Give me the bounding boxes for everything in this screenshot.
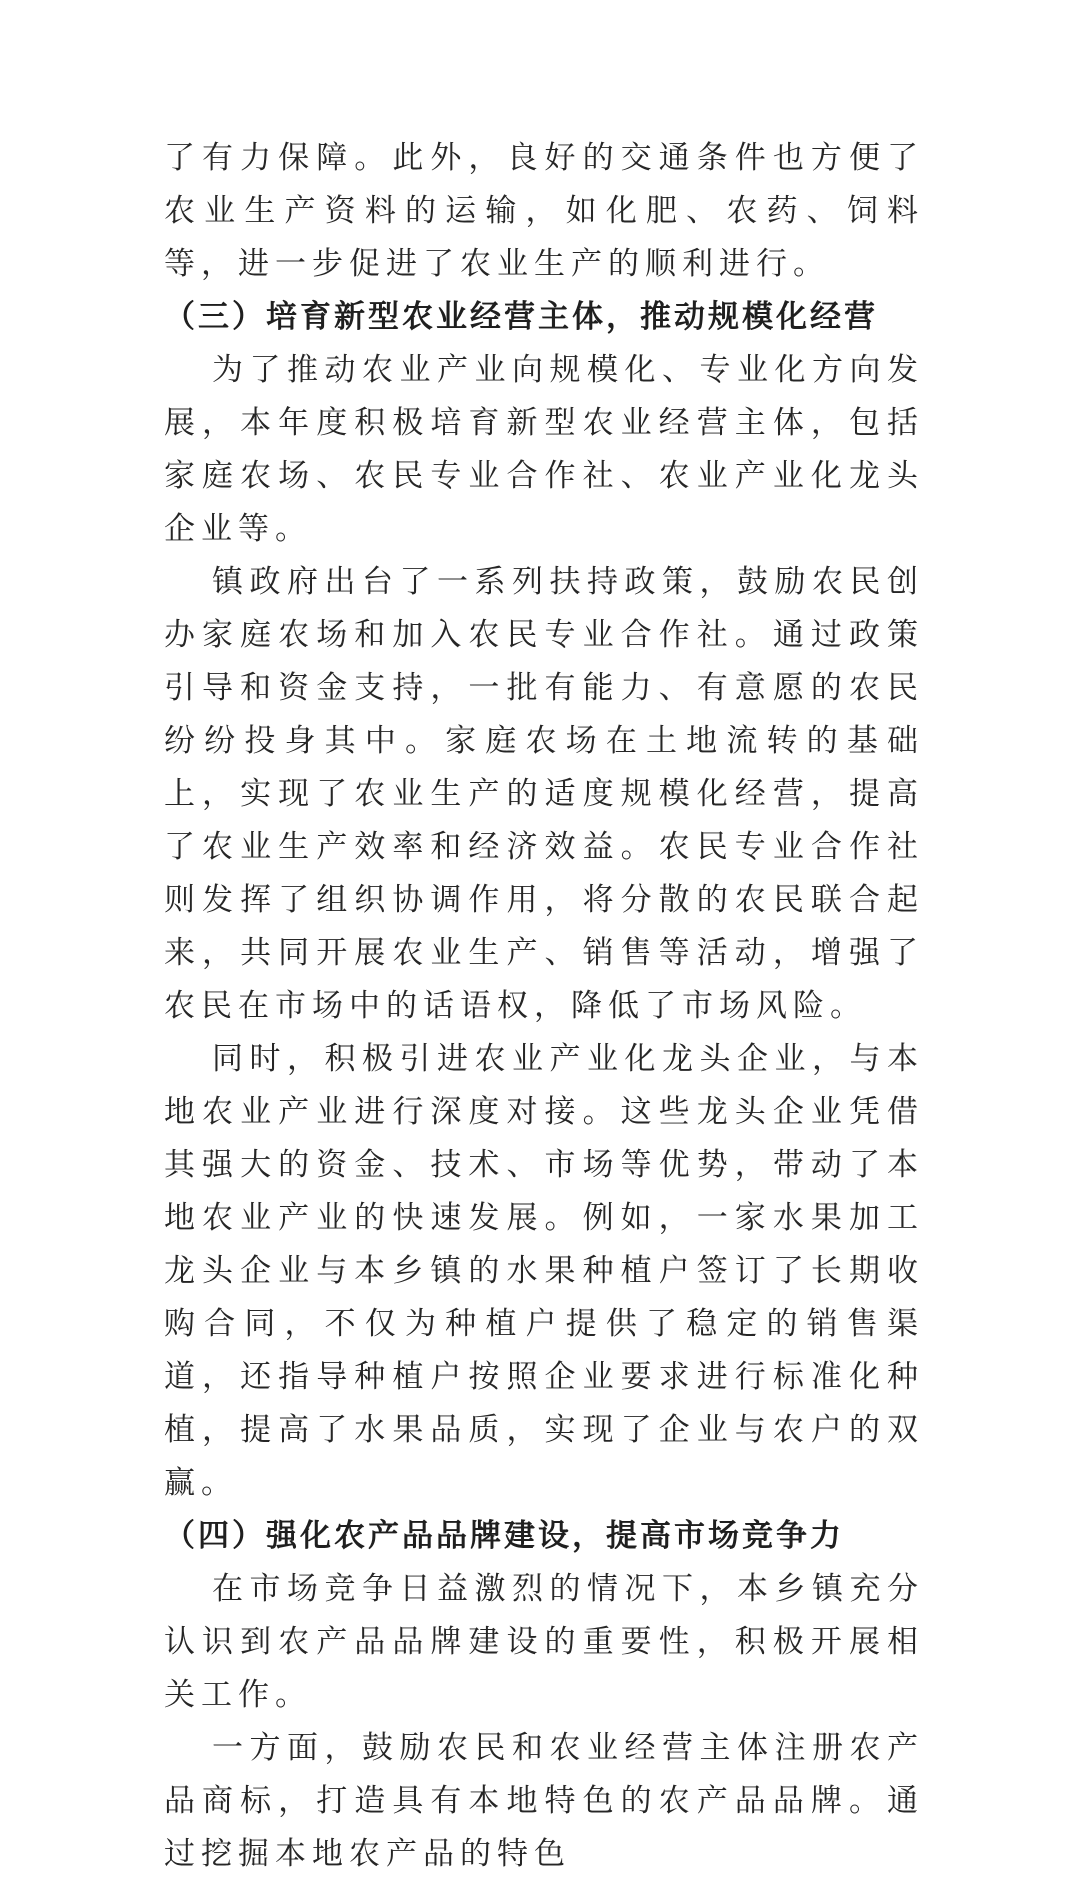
paragraph: 同时，积极引进农业产业化龙头企业，与本地农业产业进行深度对接。这些龙头企业凭借其强大的资金、技术、市场等优势，带动了本地农业产业的快速发展。例如，一家水果加工龙头企业与本乡镇的水果种植户签订了长期收购合同，不仅为种植户提供了稳定的销售渠道，还指导种植户按照企业要求进行标准化种植，提高了水果品质，实现了企业与农户的双赢。 [164, 1041, 924, 1501]
section-heading-4: （四）强化农产品品牌建设，提高市场竞争力 [164, 1518, 844, 1554]
paragraph: 为了推动农业产业向规模化、专业化方向发展，本年度积极培育新型农业经营主体，包括家庭农场、农民专业合作社、农业产业化龙头企业等。 [164, 352, 924, 547]
document-body [164, 132, 924, 1881]
paragraph: 在市场竞争日益激烈的情况下，本乡镇充分认识到农产品品牌建设的重要性，积极开展相关工作。 [164, 1571, 924, 1713]
paragraph: 一方面，鼓励农民和农业经营主体注册农产品商标，打造具有本地特色的农产品品牌。通过挖掘本地农产品的特色 [164, 1730, 924, 1872]
section-heading-3: （三）培育新型农业经营主体，推动规模化经营 [164, 299, 878, 335]
paragraph: 镇政府出台了一系列扶持政策，鼓励农民创办家庭农场和加入农民专业合作社。通过政策引导和资金支持，一批有能力、有意愿的农民纷纷投身其中。家庭农场在土地流转的基础上，实现了农业生产的适度规模化经营，提高了农业生产效率和经济效益。农民专业合作社则发挥了组织协调作用，将分散的农民联合起来，共同开展农业生产、销售等活动，增强了农民在市场中的话语权，降低了市场风险。 [164, 564, 924, 1024]
paragraph-continued: 了有力保障。此外，良好的交通条件也方便了农业生产资料的运输，如化肥、农药、饲料等，进一步促进了农业生产的顺利进行。 [164, 140, 924, 282]
